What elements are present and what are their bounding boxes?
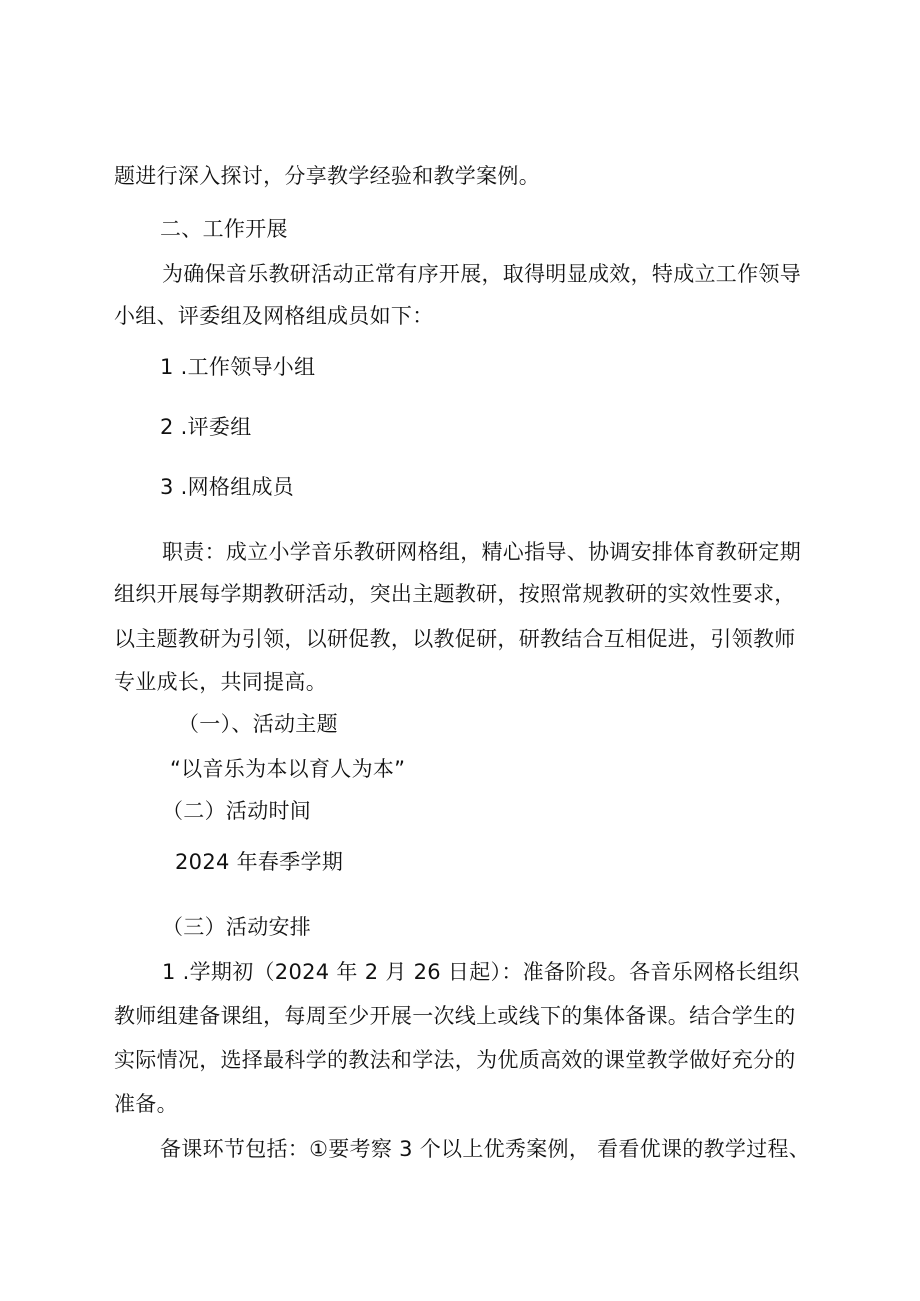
text-line-lesson-prep: 备课环节包括：①要考察 3 个以上优秀案例， 看看优课的教学过程、	[160, 1137, 811, 1161]
text-line-intro: 为确保音乐教研活动正常有序开展，取得明显成效，特成立工作领导	[162, 262, 801, 286]
text-line-duties: 职责：成立小学音乐教研网格组，精心指导、协调安排体育教研定期	[162, 540, 801, 564]
subheading-activity-theme: （一）、活动主题	[178, 712, 338, 736]
activity-theme-quote: “以音乐为本以育人为本”	[170, 757, 406, 781]
list-item-judging-group: 2 .评委组	[160, 415, 252, 439]
text-line-duties-4: 专业成长，共同提高。	[114, 670, 327, 694]
text-line-schedule-4: 准备。	[114, 1092, 178, 1116]
section-heading-work: 二、工作开展	[160, 217, 288, 241]
list-item-leadership-group: 1 .工作领导小组	[160, 355, 316, 379]
list-item-grid-members: 3 .网格组成员	[160, 475, 295, 499]
subheading-activity-time: （二）活动时间	[162, 799, 312, 823]
activity-time-value: 2024 年春季学期	[175, 850, 344, 874]
subheading-activity-schedule: （三）活动安排	[162, 915, 312, 939]
text-line-intro-cont: 小组、评委组及网格组成员如下：	[114, 304, 434, 328]
text-line-duties-2: 组织开展每学期教研活动，突出主题教研，按照常规教研的实效性要求，	[114, 582, 796, 606]
text-line-schedule-1: 1 .学期初（2024 年 2 月 26 日起）：准备阶段。各音乐网格长组织	[162, 960, 800, 984]
text-line-duties-3: 以主题教研为引领，以研促教，以教促研，研教结合互相促进，引领教师	[114, 627, 796, 651]
text-line-continuation: 题进行深入探讨，分享教学经验和教学案例。	[114, 164, 540, 188]
text-line-schedule-2: 教师组建备课组，每周至少开展一次线上或线下的集体备课。结合学生的	[114, 1004, 796, 1028]
text-line-schedule-3: 实际情况，选择最科学的教法和学法，为优质高效的课堂教学做好充分的	[114, 1048, 796, 1072]
